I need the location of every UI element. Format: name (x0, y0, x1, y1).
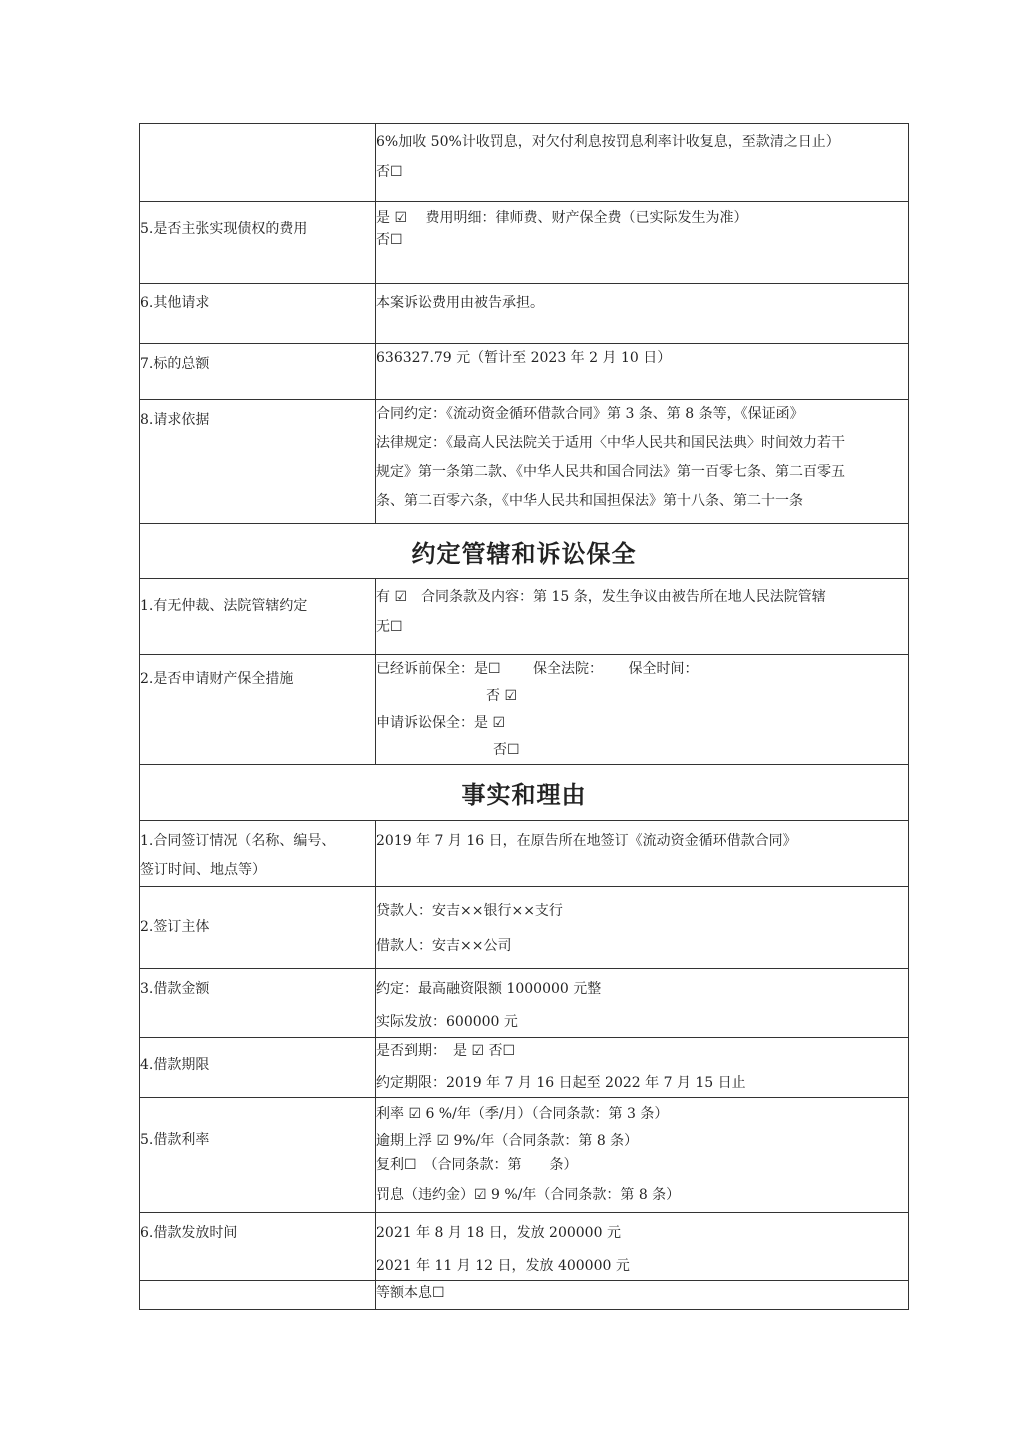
table-row (140, 344, 909, 400)
row-value-cell (376, 400, 909, 524)
row-value-cell (376, 1281, 909, 1310)
row-label: 4.借款期限 (140, 1057, 210, 1073)
row-label-cell (140, 1213, 376, 1281)
value-line: 否☐ (493, 742, 520, 758)
table-row (140, 202, 909, 284)
table-row (140, 579, 909, 655)
row-value-cell (376, 344, 909, 400)
value-line: 罚息（违约金）☑ 9 %/年（合同条款：第 8 条） (376, 1187, 681, 1203)
value-line: 无☐ (376, 619, 403, 635)
value-line: 法律规定：《最高人民法院关于适用〈中华人民共和国民法典〉时间效力若干 (376, 435, 845, 451)
table-row (140, 1038, 909, 1098)
value-line: 利率 ☑ 6 %/年（季/月）（合同条款：第 3 条） (376, 1106, 669, 1122)
section-title: 事实和理由 (140, 765, 909, 821)
value-line: 逾期上浮 ☑ 9%/年（合同条款：第 8 条） (376, 1133, 639, 1149)
table-row (140, 821, 909, 887)
row-label-cell (140, 284, 376, 344)
table-row (140, 400, 909, 524)
value-line: 规定》第一条第二款、《中华人民共和国合同法》第一百零七条、第二百零五 (376, 464, 845, 480)
table-row (140, 124, 909, 202)
row-value-cell (376, 821, 909, 887)
value-line: 2019 年 7 月 16 日，在原告所在地签订《流动资金循环借款合同》 (376, 833, 797, 849)
row-value-cell (376, 969, 909, 1038)
row-label: 2.是否申请财产保全措施 (140, 671, 294, 687)
table-row (140, 1281, 909, 1310)
value-line: 合同约定：《流动资金循环借款合同》第 3 条、第 8 条等，《保证函》 (376, 406, 804, 422)
value-line: 636327.79 元（暂计至 2023 年 2 月 10 日） (376, 350, 672, 366)
section-header-row (140, 765, 909, 821)
value-line: 复利☐ （合同条款：第 条） (376, 1157, 578, 1173)
row-value-cell (376, 579, 909, 655)
section-title: 约定管辖和诉讼保全 (140, 524, 909, 579)
row-label-cell (140, 655, 376, 765)
row-label: 1.有无仲裁、法院管辖约定 (140, 598, 308, 614)
row-value-cell (376, 655, 909, 765)
row-label: 6.借款发放时间 (140, 1225, 238, 1241)
row-label: 3.借款金额 (140, 981, 210, 997)
row-label-cell (140, 887, 376, 969)
row-label-cell (140, 579, 376, 655)
row-label: 6.其他请求 (140, 295, 210, 311)
value-line: 等额本息☐ (376, 1285, 445, 1301)
row-value-cell (376, 284, 909, 344)
value-line: 2021 年 8 月 18 日，发放 200000 元 (376, 1225, 621, 1241)
row-label: 5.借款利率 (140, 1132, 210, 1148)
row-value-cell (376, 1098, 909, 1213)
table-row (140, 887, 909, 969)
row-label-cell (140, 344, 376, 400)
value-line: 是否到期： 是 ☑ 否☐ (376, 1043, 516, 1059)
value-line: 是 ☑ 费用明细：律师费、财产保全费（已实际发生为准） (376, 210, 748, 226)
row-label-cell (140, 1098, 376, 1213)
value-line: 约定期限：2019 年 7 月 16 日起至 2022 年 7 月 15 日止 (376, 1075, 746, 1091)
row-label-cell (140, 969, 376, 1038)
value-line: 已经诉前保全：是☐ 保全法院： 保全时间： (376, 661, 699, 677)
value-line: 约定：最高融资限额 1000000 元整 (376, 981, 602, 997)
value-line: 条、第二百零六条，《中华人民共和国担保法》第十八条、第二十一条 (376, 493, 803, 509)
row-label: 签订时间、地点等） (140, 862, 266, 878)
row-label-cell (140, 821, 376, 887)
value-line: 2021 年 11 月 12 日，发放 400000 元 (376, 1258, 630, 1274)
value-line: 借款人：安吉××公司 (376, 938, 512, 954)
row-label: 2.签订主体 (140, 919, 210, 935)
row-label-cell (140, 124, 376, 202)
row-value-cell (376, 887, 909, 969)
row-value-cell (376, 202, 909, 284)
row-label-cell (140, 202, 376, 284)
row-value-cell (376, 1038, 909, 1098)
section-header-row (140, 524, 909, 579)
value-line: 否 ☑ (486, 688, 518, 704)
value-line: 实际发放：600000 元 (376, 1014, 518, 1030)
value-line: 否☐ (376, 232, 403, 248)
row-label: 1.合同签订情况（名称、编号、 (140, 833, 336, 849)
row-label-cell (140, 1281, 376, 1310)
table-row (140, 284, 909, 344)
table-row (140, 969, 909, 1038)
value-line: 否☐ (376, 164, 403, 180)
value-line: 申请诉讼保全：是 ☑ (376, 715, 506, 731)
value-line: 6%加收 50%计收罚息，对欠付利息按罚息利率计收复息，至款清之日止） (376, 134, 840, 150)
row-label: 5.是否主张实现债权的费用 (140, 221, 308, 237)
table-row (140, 655, 909, 765)
value-line: 贷款人：安吉××银行××支行 (376, 903, 563, 919)
value-line: 本案诉讼费用由被告承担。 (376, 295, 544, 311)
row-value-cell (376, 124, 909, 202)
row-label: 8.请求依据 (140, 412, 210, 428)
value-line: 有 ☑ 合同条款及内容：第 15 条，发生争议由被告所在地人民法院管辖 (376, 589, 826, 605)
table-row (140, 1213, 909, 1281)
row-label-cell (140, 1038, 376, 1098)
row-value-cell (376, 1213, 909, 1281)
table-row (140, 1098, 909, 1213)
row-label-cell (140, 400, 376, 524)
complaint-form-table (139, 123, 909, 1310)
row-label: 7.标的总额 (140, 356, 210, 372)
